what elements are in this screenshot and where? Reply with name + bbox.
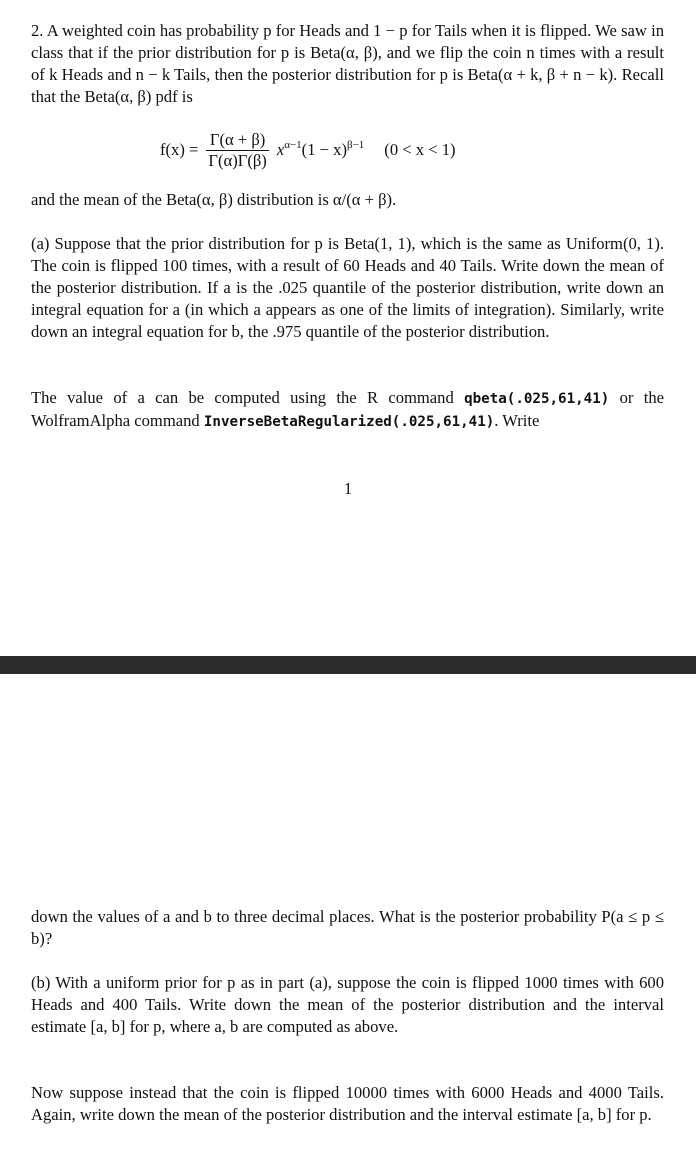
problem-intro: 2. A weighted coin has probability p for Heads and 1 − p for Tails when it is flipped. We saw in class that if the prior distribution for p is Beta(α, β), and we flip the coin n times with a result of k Heads and n − k Tails, then the posterior distribution for p is Beta(α + k, β + n − k). Recall that the Beta(α, β) pdf is bbox=[31, 21, 664, 106]
part-b2-text: Now suppose instead that the coin is flipped 10000 times with 6000 Heads and 4000 Tails. Again, write down the mean of the posterior distribution and the interval estimate [a, b] for p. bbox=[31, 1083, 664, 1124]
formula-denominator: Γ(α)Γ(β) bbox=[208, 150, 267, 170]
formula-numerator: Γ(α + β) bbox=[206, 130, 269, 151]
part-b-text: (b) With a uniform prior for p as in part (a), suppose the coin is flipped 1000 times with 600 Heads and 400 Tails. Write down the mean of the posterior distribution and the interval estimate [a, b] for p, where a, b are computed as above. bbox=[31, 973, 664, 1036]
formula-body: $x^{\alpha-1}(1 - x)^{\beta-1}$ bbox=[276, 139, 365, 159]
wolfram-command: InverseBetaRegularized(.025,61,41) bbox=[203, 414, 495, 430]
compute-a-text: The value of a can be computed using the R command qbeta(.025,61,41) or the WolframAlpha command InverseBetaRegularized(.025,61,41). Write bbox=[31, 388, 664, 430]
formula-domain: (0 < x < 1) bbox=[384, 140, 456, 159]
formula-fraction bbox=[204, 130, 270, 171]
r-command: qbeta(.025,61,41) bbox=[464, 391, 610, 407]
page-separator bbox=[0, 656, 696, 674]
document-page-2 bbox=[0, 674, 696, 1166]
beta-pdf-formula bbox=[160, 128, 456, 172]
formula-lhs: f(x) = bbox=[160, 140, 199, 159]
mean-sentence: and the mean of the Beta(α, β) distribution is α/(α + β). bbox=[31, 190, 397, 209]
continuation-text: down the values of a and b to three decimal places. What is the posterior probability P(a ≤ p ≤ b)? bbox=[31, 907, 664, 948]
page-number: 1 bbox=[343, 479, 353, 498]
part-a-text: (a) Suppose that the prior distribution for p is Beta(1, 1), which is the same as Uniform(0, 1). The coin is flipped 100 times, with a result of 60 Heads and 40 Tails. Write down the mean of the posterior distribution. If a is the .025 quantile of the posterior distribution, write down an integral equation for a (in which a appears as one of the limits of integration). Similarly, write down an integral equation for b, the .975 quantile of the posterior distribution. bbox=[31, 234, 664, 341]
